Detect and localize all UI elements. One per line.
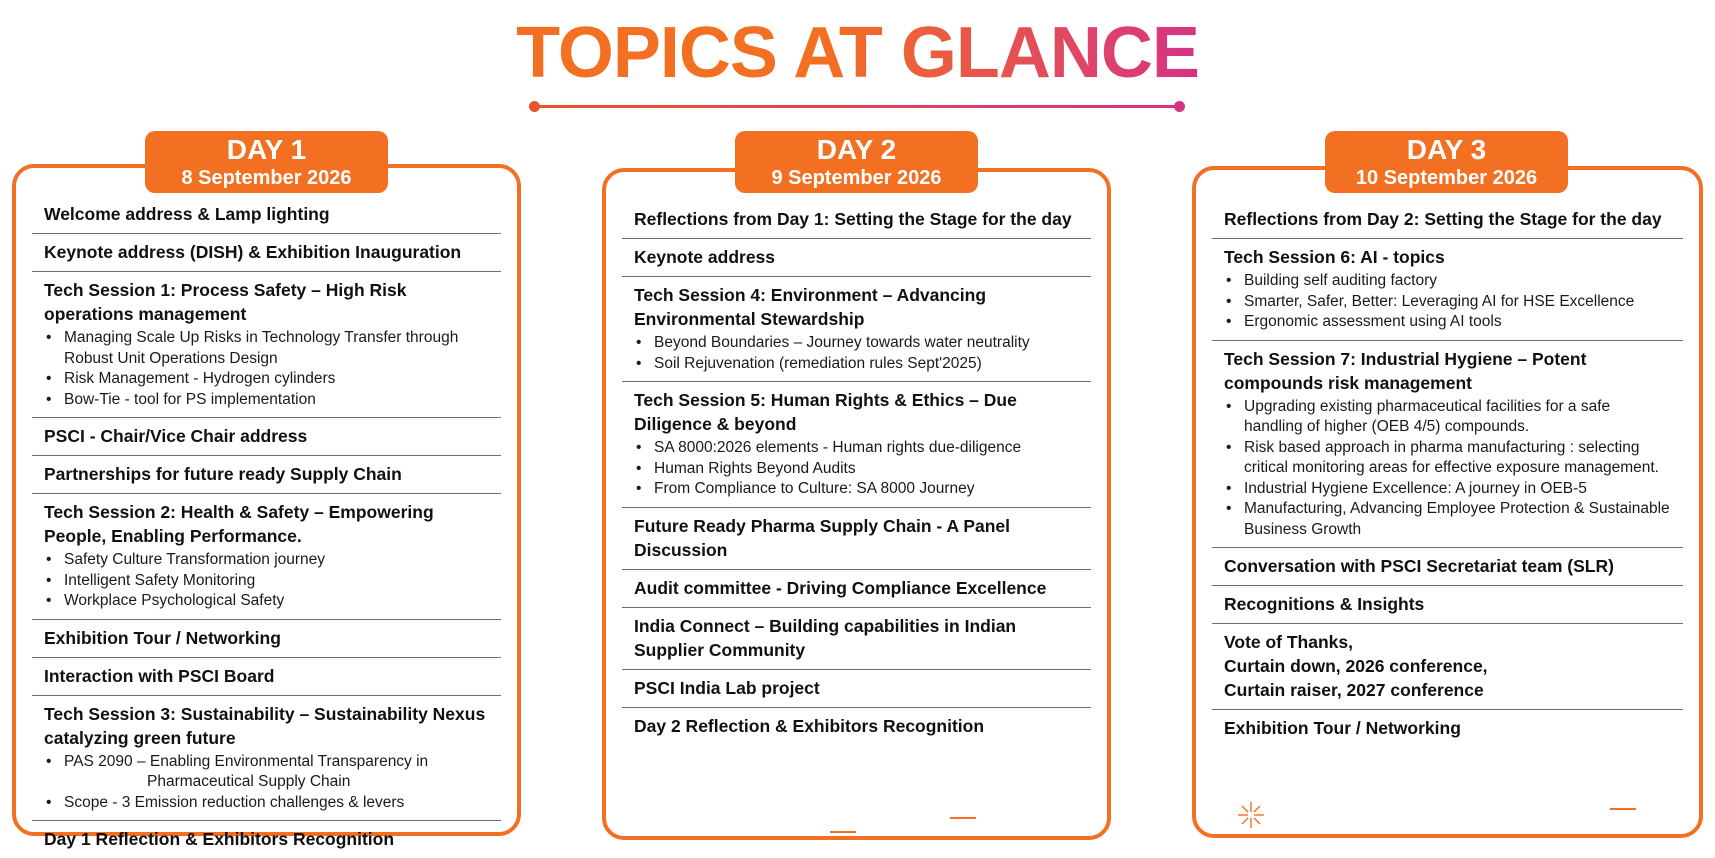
agenda-item — [622, 670, 1091, 708]
agenda-item-title: Recognitions & Insights — [1224, 594, 1425, 614]
underline-dot-right — [1174, 101, 1185, 112]
decorative-line — [830, 831, 856, 833]
agenda-item-title: Audit committee - Driving Compliance Excellence — [634, 577, 1047, 598]
agenda-item-title: Keynote address (DISH) & Exhibition Inauguration — [44, 242, 462, 262]
bullet-item — [44, 752, 491, 793]
bullet-item — [44, 793, 491, 814]
agenda-item — [622, 708, 1091, 745]
agenda-bullets — [44, 752, 491, 814]
bullet-text: Industrial Hygiene Excellence: A journey in OEB-5 — [1244, 479, 1587, 497]
agenda-item — [622, 201, 1091, 239]
bullet-item — [634, 354, 1081, 375]
bullet-text: Scope - 3 Emission reduction challenges & levers — [64, 793, 405, 811]
agenda-item-title: Day 2 Reflection & Exhibitors Recognition — [634, 715, 985, 736]
bullet-item — [44, 571, 491, 592]
day-3-agenda — [1212, 201, 1683, 747]
bullet-item — [1224, 271, 1673, 292]
day-2-agenda — [622, 201, 1091, 745]
bullet-item — [44, 369, 491, 390]
agenda-item-title: Reflections from Day 2: Setting the Stage for the day — [1224, 209, 1662, 229]
bullet-item — [44, 550, 491, 571]
agenda-item — [1212, 624, 1683, 710]
bullet-item — [1224, 479, 1673, 500]
agenda-item-title: Welcome address & Lamp lighting — [44, 204, 330, 224]
agenda-item-title: Reflections from Day 1: Setting the Stage for the day — [634, 209, 1072, 229]
agenda-item-title: Vote of Thanks, Curtain down, 2026 conference, Curtain raiser, 2027 conference — [1224, 632, 1488, 700]
agenda-bullets — [634, 438, 1081, 500]
agenda-item — [32, 494, 501, 620]
day-1-badge — [145, 131, 388, 193]
agenda-item-title: Interaction with PSCI Board — [44, 665, 275, 686]
bullet-text: Workplace Psychological Safety — [64, 592, 285, 609]
bullet-text: Safety Culture Transformation journey — [64, 551, 326, 568]
day-1-agenda — [32, 196, 501, 858]
day-3-badge — [1325, 131, 1568, 193]
agenda-item — [1212, 239, 1683, 341]
agenda-bullets — [44, 328, 491, 410]
agenda-item-title: Tech Session 7: Industrial Hygiene – Potent compounds risk management — [1224, 348, 1587, 393]
bullet-item — [1224, 438, 1673, 479]
day-label: DAY 1 — [226, 134, 307, 165]
title-underline — [534, 105, 1180, 108]
bullet-text: Building self auditing factory — [1244, 272, 1438, 289]
agenda-item-title: India Connect – Building capabilities in Indian Supplier Community — [634, 615, 1017, 660]
bullet-text: SA 8000:2026 elements - Human rights due-diligence — [654, 439, 1022, 456]
bullet-item — [634, 333, 1081, 354]
agenda-bullets — [1224, 397, 1673, 541]
agenda-item — [622, 608, 1091, 670]
agenda-item — [32, 658, 501, 696]
bullet-text: Smarter, Safer, Better: Leveraging AI for HSE Excellence — [1244, 292, 1635, 310]
agenda-item-title: Exhibition Tour / Networking — [44, 627, 281, 648]
agenda-bullets — [634, 333, 1081, 374]
agenda-item-title: Conversation with PSCI Secretariat team (SLR) — [1224, 556, 1614, 576]
agenda-item — [1212, 710, 1683, 747]
agenda-item-title: Partnerships for future ready Supply Chain — [44, 464, 402, 484]
bullet-text: From Compliance to Culture: SA 8000 Journey — [654, 480, 975, 497]
agenda-bullets — [1224, 271, 1673, 333]
agenda-item — [32, 456, 501, 494]
bullet-item — [634, 438, 1081, 459]
agenda-item — [1212, 341, 1683, 549]
agenda-item — [32, 196, 501, 234]
day-date: 8 September 2026 — [181, 167, 352, 189]
agenda-item-title: Keynote address — [634, 247, 776, 267]
agenda-item — [32, 620, 501, 658]
bullet-text: Human Rights Beyond Audits — [654, 459, 856, 477]
underline-dot-left — [529, 101, 540, 112]
bullet-text: Bow-Tie - tool for PS implementation — [64, 390, 316, 408]
agenda-item-title: Tech Session 3: Sustainability – Sustainability Nexus catalyzing green future — [44, 703, 486, 748]
day-date: 9 September 2026 — [771, 167, 942, 189]
agenda-item — [32, 821, 501, 858]
bullet-item — [44, 390, 491, 411]
bullet-text: Managing Scale Up Risks in Technology Transfer through Robust Unit Operations Design — [64, 329, 459, 367]
agenda-item-title: Tech Session 5: Human Rights & Ethics – Due Diligence & beyond — [634, 390, 1017, 434]
day-date: 10 September 2026 — [1355, 167, 1538, 189]
agenda-item — [32, 272, 501, 418]
bullet-item — [44, 591, 491, 612]
bullet-text: Ergonomic assessment using AI tools — [1244, 313, 1502, 330]
bullet-text: Risk Management - Hydrogen cylinders — [64, 370, 336, 387]
bullet-item — [1224, 292, 1673, 313]
day-2-badge — [735, 131, 978, 193]
bullet-item — [1224, 397, 1673, 438]
agenda-item — [32, 696, 501, 822]
agenda-item — [622, 508, 1091, 570]
agenda-item — [1212, 548, 1683, 586]
bullet-continuation: Pharmaceutical Supply Chain — [147, 773, 351, 790]
bullet-item — [44, 328, 491, 369]
agenda-item — [32, 418, 501, 456]
agenda-item — [1212, 201, 1683, 239]
agenda-item-title: Future Ready Pharma Supply Chain - A Panel Discussion — [634, 515, 1011, 560]
agenda-item-title: PSCI India Lab project — [634, 677, 820, 698]
sparkle-icon — [1236, 800, 1266, 830]
bullet-text: Risk based approach in pharma manufacturing : selecting critical monitoring areas for effective exposure management. — [1244, 438, 1659, 476]
bullet-item — [1224, 312, 1673, 333]
day-label: DAY 2 — [816, 134, 897, 165]
agenda-item-title: Tech Session 4: Environment – Advancing Environmental Stewardship — [634, 285, 987, 329]
agenda-item — [1212, 586, 1683, 624]
agenda-item — [622, 277, 1091, 382]
agenda-item — [622, 570, 1091, 608]
decorative-line — [950, 817, 976, 819]
bullet-text: Soil Rejuvenation (remediation rules Sept'2025) — [654, 354, 982, 372]
agenda-item-title: Day 1 Reflection & Exhibitors Recognition — [44, 829, 395, 849]
bullet-text: Intelligent Safety Monitoring — [64, 571, 256, 589]
bullet-item — [1224, 499, 1673, 540]
page-title: TOPICS AT GLANCE — [516, 13, 1199, 93]
agenda-item — [622, 239, 1091, 277]
day-label: DAY 3 — [1406, 134, 1487, 165]
agenda-item-title: Tech Session 2: Health & Safety – Empowering People, Enabling Performance. — [44, 502, 434, 546]
decorative-line — [1610, 808, 1636, 810]
bullet-text: Manufacturing, Advancing Employee Protection & Sustainable Business Growth — [1244, 500, 1670, 538]
agenda-item-title: PSCI - Chair/Vice Chair address — [44, 426, 308, 446]
agenda-bullets — [44, 550, 491, 612]
agenda-item-title: Exhibition Tour / Networking — [1224, 718, 1461, 738]
agenda-item-title: Tech Session 1: Process Safety – High Risk operations management — [44, 280, 407, 324]
bullet-text: Upgrading existing pharmaceutical facilities for a safe handling of higher (OEB 4/5) compounds. — [1244, 397, 1611, 435]
bullet-item — [634, 479, 1081, 500]
bullet-text: PAS 2090 – Enabling Environmental Transparency in — [64, 752, 429, 770]
bullet-text: Beyond Boundaries – Journey towards water neutrality — [654, 334, 1030, 351]
agenda-item-title: Tech Session 6: AI - topics — [1224, 247, 1445, 267]
agenda-item — [622, 382, 1091, 508]
agenda-item — [32, 234, 501, 272]
bullet-item — [634, 459, 1081, 480]
